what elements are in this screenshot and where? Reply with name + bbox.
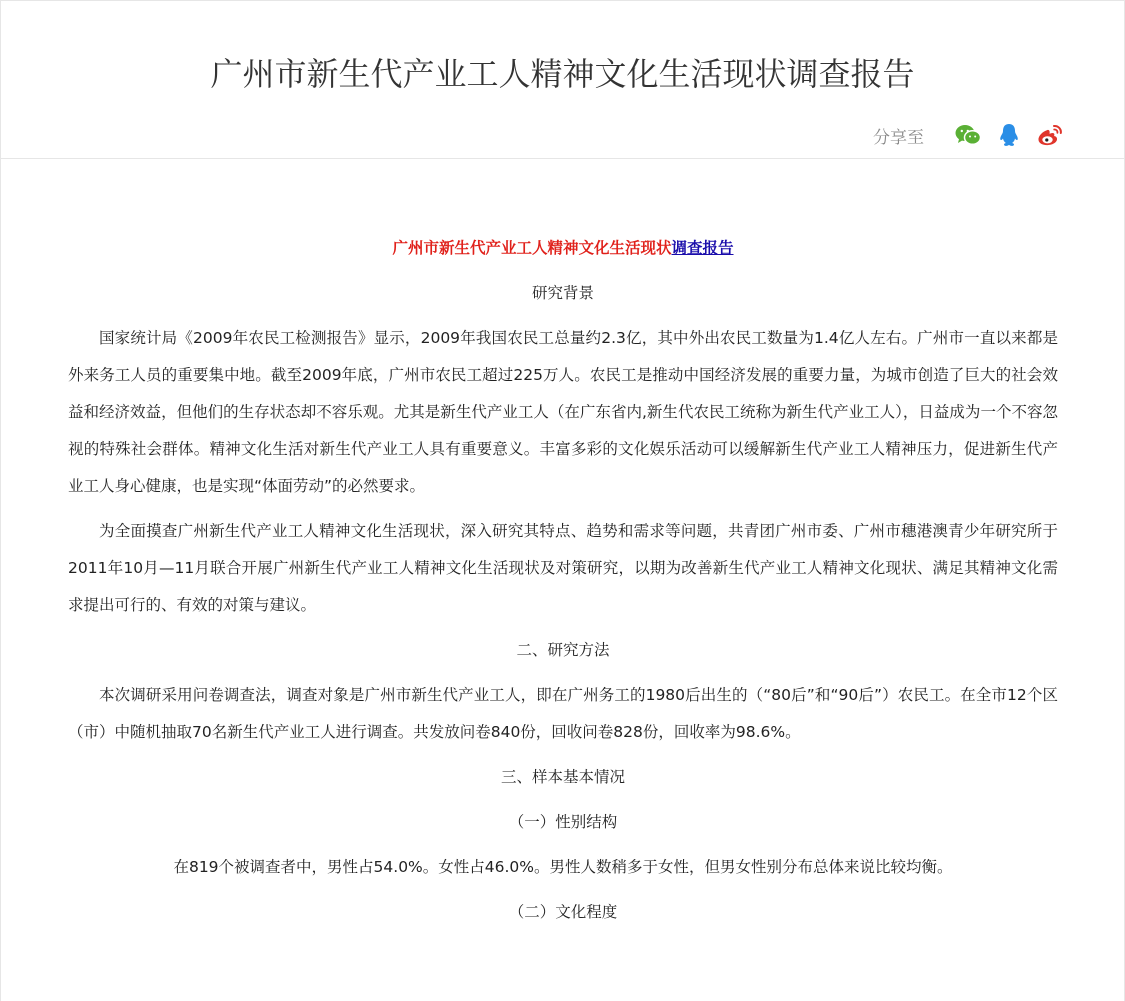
section-heading: 研究背景 xyxy=(531,284,594,302)
article-title-link[interactable]: 调查报告 xyxy=(671,239,734,257)
sub-heading: （二）文化程度 xyxy=(508,903,618,921)
qq-icon xyxy=(999,123,1019,147)
page-title: 广州市新生代产业工人精神文化生活现状调查报告 xyxy=(210,55,915,93)
weibo-icon xyxy=(1037,123,1063,147)
article-body xyxy=(68,230,1058,931)
share-bar xyxy=(873,120,1063,150)
paragraph: 国家统计局《2009年农民工检测报告》显示，2009年我国农民工总量约2.3亿，其中外出农民工数量为1.4亿人左右。广州市一直以来都是外来务工人员的重要集中地。截至2009年底，广州市农民工超过225万人。农民工是推动中国经济发展的重要力量，为城市创造了巨大的社会效益和经济效益，但他们的生存状态却不容乐观。尤其是新生代产业工人（在广东省内,新生代农民工统称为新生代产业工人），日益成为一个不容忽视的特殊社会群体。精神文化生活对新生代产业工人具有重要意义。丰富多彩的文化娱乐活动可以缓解新生代产业工人精神压力，促进新生代产业工人身心健康，也是实现“体面劳动”的必然要求。 xyxy=(68,329,1058,495)
paragraph: 为全面摸查广州新生代产业工人精神文化生活现状，深入研究其特点、趋势和需求等问题，共青团广州市委、广州市穗港澳青少年研究所于2011年10月—11月联合开展广州新生代产业工人精神文化生活现状及对策研究，以期为改善新生代产业工人精神文化现状、满足其精神文化需求提出可行的、有效的对策与建议。 xyxy=(68,522,1058,614)
sub-heading: （一）性别结构 xyxy=(508,813,618,831)
wechat-icon xyxy=(955,124,981,146)
qq-share-button[interactable] xyxy=(996,122,1022,148)
weibo-share-button[interactable] xyxy=(1037,122,1063,148)
paragraph: 在819个被调查者中，男性占54.0%。女性占46.0%。男性人数稍多于女性，但男女性别分布总体来说比较均衡。 xyxy=(173,858,953,876)
article-title-text: 广州市新生代产业工人精神文化生活现状 xyxy=(392,239,672,257)
share-label: 分享至 xyxy=(873,127,924,148)
paragraph: 本次调研采用问卷调查法，调查对象是广州市新生代产业工人，即在广州务工的1980后出生的（“80后”和“90后”）农民工。在全市12个区（市）中随机抽取70名新生代产业工人进行调查。共发放问卷840份，回收问卷828份，回收率为98.6%。 xyxy=(68,686,1058,741)
article-title xyxy=(68,230,1058,267)
section-heading: 三、样本基本情况 xyxy=(500,768,625,786)
wechat-share-button[interactable] xyxy=(955,122,981,148)
page-header xyxy=(0,0,1125,159)
section-heading: 二、研究方法 xyxy=(516,641,610,659)
